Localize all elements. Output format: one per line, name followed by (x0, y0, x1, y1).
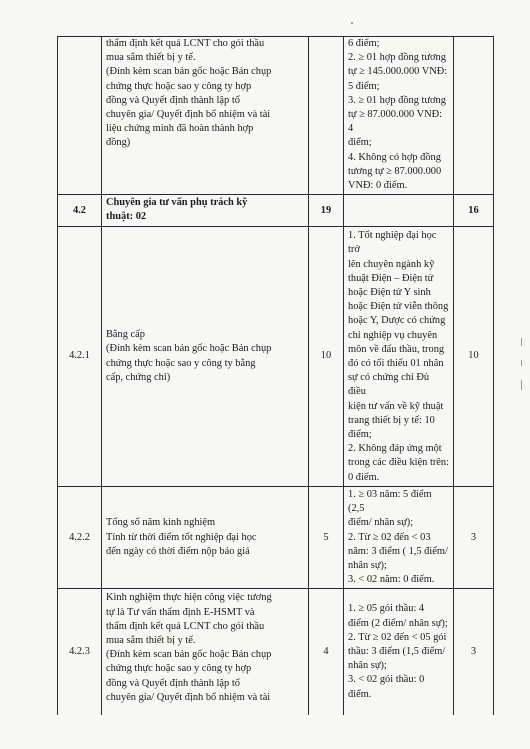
evaluation-table (57, 36, 494, 715)
criteria-line: đồng) (106, 137, 131, 149)
scoring-cell (344, 227, 454, 487)
scoring-line: 2. Từ ≥ 02 đến < 03 (348, 531, 431, 543)
scoring-line: tự ≥ 145.000.000 VNĐ: (348, 66, 448, 78)
table-row (58, 589, 494, 715)
criteria-line: mua sắm thiết bị y tế. (106, 52, 196, 64)
criteria-line: Tổng số năm kinh nghiệm (106, 517, 216, 529)
criteria-line: chứng thực hoặc sao y công ty hợp (106, 663, 252, 675)
scoring-line: 1. ≥ 03 năm: 5 điểm (2,5 (348, 488, 435, 515)
scoring-line: 3. < 02 gói thầu: 0 điểm. (348, 674, 427, 700)
scan-edge-mark (521, 380, 522, 390)
scoring-line: hoặc Điện tử viễn thông (348, 301, 449, 313)
scoring-line: thầu: 3 điểm (1,5 điểm/ (348, 645, 446, 657)
scoring-line: đó có tối thiểu 01 nhân (348, 358, 444, 370)
criteria-line: tự là Tư vấn thẩm định E-HSMT và (106, 606, 255, 618)
scoring-line: 3. < 02 năm: 0 điểm. (348, 574, 435, 586)
scoring-cell (344, 486, 454, 588)
criteria-line: đồng và Quyết định thành lập tổ (106, 94, 240, 106)
scoring-line: 2. Từ ≥ 02 đến < 05 gói (348, 631, 447, 643)
scoring-line: điểm; (348, 429, 372, 441)
scoring-cell (344, 195, 454, 227)
table-row (58, 227, 494, 487)
scoring-line: thuật Điện – Điện tử (348, 272, 434, 284)
scoring-line: 0 điểm. (348, 471, 380, 483)
criteria-line: Bằng cấp (106, 329, 145, 341)
row-number: 4.2.2 (58, 486, 102, 588)
criteria-cell (102, 37, 309, 195)
row-number: 4.2 (58, 195, 102, 227)
max-score-cell: 5 (309, 486, 344, 588)
criteria-line: Tính từ thời điểm tốt nghiệp đại học (106, 531, 257, 543)
criteria-line: (Đính kèm scan bản gốc hoặc Bản chụp (106, 649, 272, 661)
scoring-line: 5 điểm; (348, 80, 380, 92)
scoring-line: sự có chứng chỉ Đủ điều (348, 372, 432, 398)
criteria-cell (102, 486, 309, 588)
criteria-line: (Đính kèm scan bản gốc hoặc Bản chụp (106, 343, 272, 355)
scoring-line: môn về đấu thầu, trong (348, 343, 445, 355)
scoring-cell (344, 589, 454, 715)
scan-edge-mark (521, 360, 522, 366)
scoring-line: 1. Tốt nghiệp đại học trở (348, 230, 440, 256)
criteria-line: đồng và Quyết định thành lập tổ (106, 677, 240, 689)
scan-edge-mark (521, 338, 522, 346)
row-number: 4.2.1 (58, 227, 102, 487)
scan-speck (351, 22, 353, 24)
table-row (58, 486, 494, 588)
scoring-line: VNĐ: 0 điểm. (348, 180, 408, 192)
awarded-score-cell: 3 (454, 589, 494, 715)
scoring-line: 2. ≥ 01 hợp đồng tương (348, 52, 446, 64)
scoring-line: 2. Không đáp ứng một (348, 443, 442, 455)
criteria-cell (102, 227, 309, 487)
row-number: 4.2.3 (58, 589, 102, 715)
max-score-cell: 4 (309, 589, 344, 715)
scoring-line: điểm/ nhân sự); (348, 517, 414, 529)
criteria-line: Chuyên gia tư vấn phụ trách kỹ (106, 197, 248, 209)
scoring-line: điểm (2 điểm/ nhân sự); (348, 617, 448, 629)
max-score-cell: 10 (309, 227, 344, 487)
awarded-score-cell: 3 (454, 486, 494, 588)
max-score-cell: 19 (309, 195, 344, 227)
criteria-line: Kinh nghiệm thực hiện công việc tương (106, 592, 272, 604)
scoring-line: hoặc Y, Dược có chứng (348, 315, 446, 327)
scoring-line: 3. ≥ 01 hợp đồng tương (348, 94, 446, 106)
criteria-cell (102, 589, 309, 715)
scoring-line: trong các điều kiện trên: (348, 457, 449, 469)
scoring-line: kiện tư vấn về kỹ thuật (348, 400, 444, 412)
criteria-line: (Đính kèm scan bản gốc hoặc Bản chụp (106, 66, 272, 78)
scoring-line: trang thiết bị y tế: 10 (348, 414, 435, 426)
criteria-line: mua sắm thiết bị y tế. (106, 634, 196, 646)
awarded-score-cell: 10 (454, 227, 494, 487)
criteria-line: thẩm định kết quả LCNT cho gói thầu (106, 620, 265, 632)
max-score-cell (309, 37, 344, 195)
criteria-cell (102, 195, 309, 227)
awarded-score-cell (454, 37, 494, 195)
criteria-line: chứng thực hoặc sao y công ty bằng (106, 357, 256, 369)
criteria-line: đến ngày có thời điểm nộp báo giá (106, 545, 250, 557)
scoring-line: 1. ≥ 05 gói thầu: 4 (348, 603, 425, 615)
table-row (58, 195, 494, 227)
scoring-line: nhân sự); (348, 559, 387, 571)
scoring-line: tương tự ≥ 87.000.000 (348, 165, 442, 177)
row-number (58, 37, 102, 195)
criteria-line: chuyên gia/ Quyết định bổ nhiệm và tài (106, 691, 271, 703)
scoring-cell (344, 37, 454, 195)
scoring-line: 6 điểm; (348, 38, 380, 49)
criteria-line: liệu chứng minh đã hoàn thành hợp (106, 123, 254, 135)
scoring-line: lên chuyên ngành kỹ (348, 258, 435, 270)
scoring-line: hoặc Điện tử Y sinh (348, 287, 431, 299)
scoring-line: tự ≥ 87.000.000 VNĐ: 4 (348, 109, 445, 135)
table-row (58, 37, 494, 195)
criteria-line: thuật: 02 (106, 211, 147, 223)
criteria-line: chuyên gia/ Quyết định bổ nhiệm và tài (106, 109, 271, 121)
criteria-line: cấp, chứng chỉ) (106, 371, 171, 383)
scoring-line: năm: 3 điểm ( 1,5 điểm/ (348, 545, 448, 557)
scoring-line: chỉ nghiệp vụ chuyên (348, 329, 438, 341)
scoring-line: nhân sự); (348, 660, 387, 672)
scoring-line: điểm; (348, 137, 372, 149)
scoring-line: 4. Không có hợp đồng (348, 151, 441, 163)
criteria-line: chứng thực hoặc sao y công ty hợp (106, 80, 252, 92)
awarded-score-cell: 16 (454, 195, 494, 227)
criteria-line: thẩm định kết quả LCNT cho gói thầu (106, 38, 265, 49)
